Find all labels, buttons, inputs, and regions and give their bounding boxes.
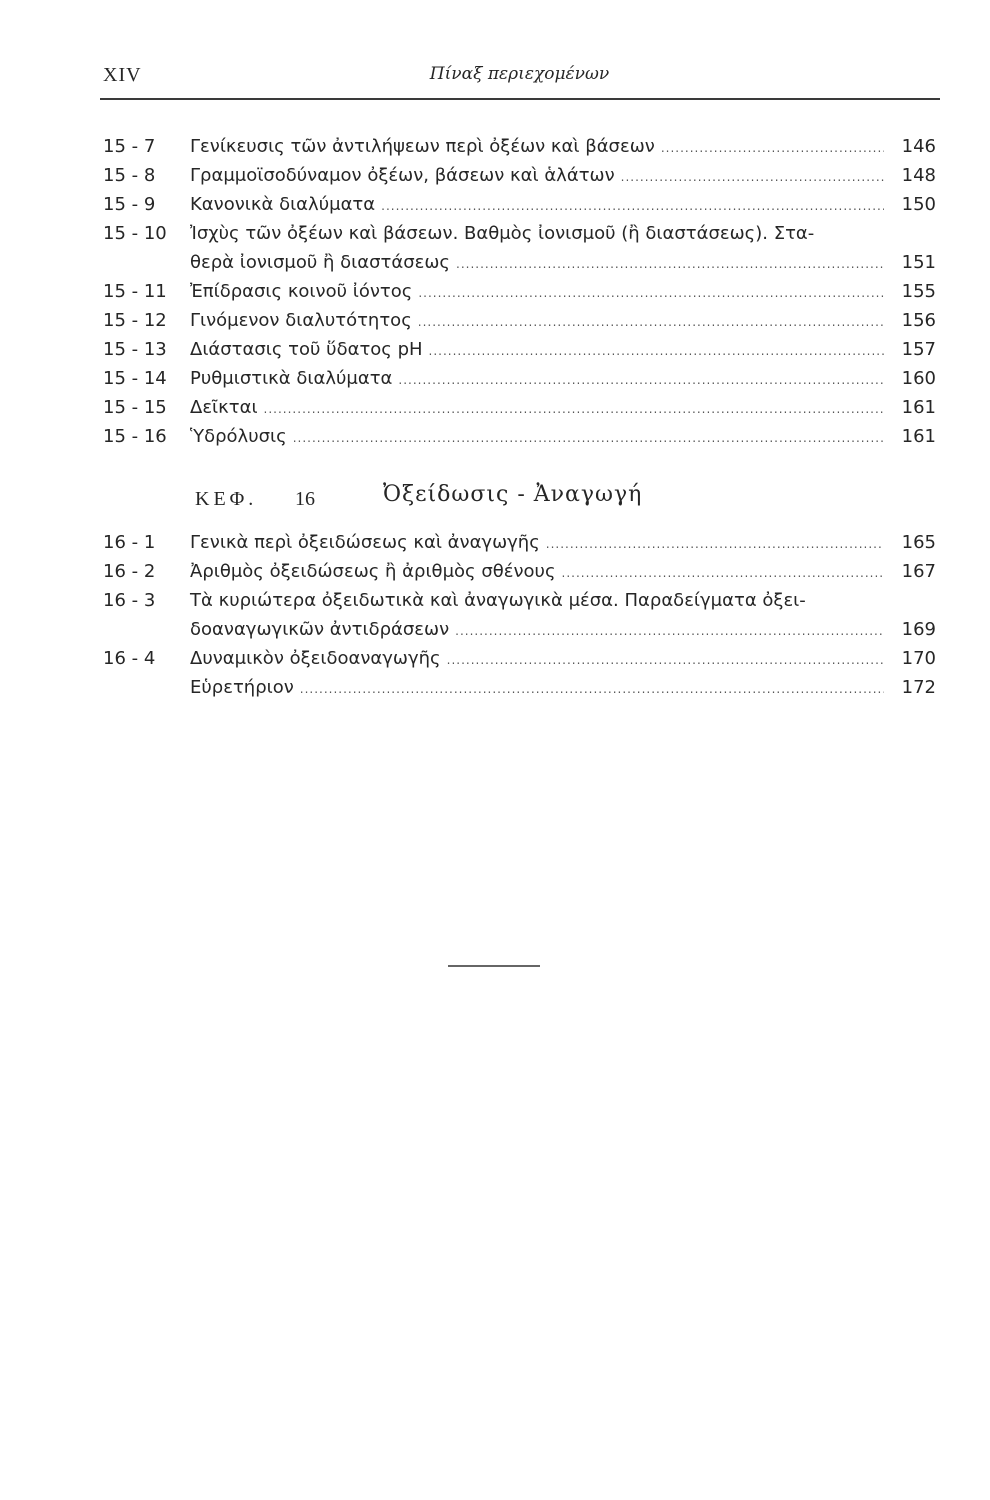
chapter-heading [195,480,795,516]
section-number: 15 - 10 [103,223,167,244]
section-title: Γινόμενον διαλυτότητος [190,310,412,331]
toc-entry [103,557,936,586]
dot-leader [264,395,884,424]
toc-entry [103,364,936,393]
section-title: Δεῖκται [190,397,258,418]
header-rule [100,98,940,100]
toc-entry [103,644,936,673]
toc-entry [103,277,936,306]
page-ref: 156 [901,310,936,331]
dot-leader [429,337,884,366]
page-ref: 160 [901,368,936,389]
section-number: 15 - 8 [103,165,156,186]
page-ref: 170 [901,648,936,669]
dot-leader [456,250,884,279]
running-title: Πίναξ περιεχομένων [429,64,610,84]
toc-entry [103,306,936,335]
toc-entry [103,161,936,190]
toc-entry [103,190,936,219]
dot-leader [455,617,884,646]
chapter-title: Ὀξείδωσις - Ἀναγωγή [383,482,643,507]
section-number: 16 - 1 [103,532,156,553]
section-number: 15 - 14 [103,368,167,389]
section-number: 15 - 16 [103,426,167,447]
toc-entry-index [103,673,936,702]
toc-entry [103,132,936,161]
dot-leader [293,424,884,453]
dot-leader [562,559,884,588]
page-ref: 167 [901,561,936,582]
page-ref: 150 [901,194,936,215]
toc-section-15 [103,132,936,451]
page-ref: 146 [901,136,936,157]
section-number: 16 - 3 [103,590,156,611]
section-title: Ὑδρόλυσις [190,426,287,447]
toc-entry [103,422,936,451]
page-ref: 155 [901,281,936,302]
page-ref: 151 [901,252,936,273]
section-number: 15 - 9 [103,194,156,215]
section-number: 15 - 13 [103,339,167,360]
dot-leader [546,530,884,559]
section-title: Κανονικὰ διαλύματα [190,194,376,215]
section-title: Ἐπίδρασις κοινοῦ ἰόντος [190,281,413,302]
page-ref: 161 [901,426,936,447]
section-number: 16 - 4 [103,648,156,669]
section-number: 16 - 2 [103,561,156,582]
section-title-continued: δοαναγωγικῶν ἀντιδράσεων [190,619,450,640]
section-title: Ἀριθμὸς ὀξειδώσεως ἢ ἀριθμὸς σθένους [190,561,556,582]
dot-leader [300,675,884,704]
chapter-number: 16 [295,488,315,510]
section-number: 15 - 15 [103,397,167,418]
chapter-label: ΚΕΦ. [195,488,258,510]
section-title: Ἰσχὺς τῶν ὀξέων καὶ βάσεων. Βαθμὸς ἰονισμοῦ (ἢ διαστάσεως). Στα- [190,223,815,244]
section-number: 15 - 12 [103,310,167,331]
dot-leader [447,646,884,675]
page-ref: 148 [901,165,936,186]
dot-leader [381,192,884,221]
section-number: 15 - 7 [103,136,156,157]
toc-section-16 [103,528,936,702]
section-title: Γενικὰ περὶ ὀξειδώσεως καὶ ἀναγωγῆς [190,532,540,553]
section-title: Τὰ κυριώτερα ὀξειδωτικὰ καὶ ἀναγωγικὰ μέσα. Παραδείγματα ὀξει- [190,590,806,611]
page-ref: 161 [901,397,936,418]
section-title: Διάστασις τοῦ ὕδατος pH [190,339,423,360]
page-ref: 169 [901,619,936,640]
toc-entry [103,393,936,422]
section-title: Ρυθμιστικὰ διαλύματα [190,368,393,389]
dot-leader [398,366,884,395]
page-header [103,62,936,94]
toc-entry [103,586,936,644]
page-ref: 172 [901,677,936,698]
section-title: Γραμμοϊσοδύναμον ὀξέων, βάσεων καὶ ἁλάτων [190,165,615,186]
section-number: 15 - 11 [103,281,167,302]
section-title: Εὑρετήριον [190,677,294,698]
dot-leader [621,163,884,192]
footer-rule [448,965,540,967]
dot-leader [418,279,884,308]
page-ref: 157 [901,339,936,360]
dot-leader [661,134,884,163]
page-ref: 165 [901,532,936,553]
section-title-continued: θερὰ ἰονισμοῦ ἢ διαστάσεως [190,252,450,273]
toc-entry [103,335,936,364]
section-title: Γενίκευσις τῶν ἀντιλήψεων περὶ ὀξέων καὶ βάσεων [190,136,655,157]
toc-entry [103,219,936,277]
toc-entry [103,528,936,557]
section-title: Δυναμικὸν ὀξειδοαναγωγῆς [190,648,441,669]
page-number: XIV [103,64,142,86]
dot-leader [418,308,884,337]
